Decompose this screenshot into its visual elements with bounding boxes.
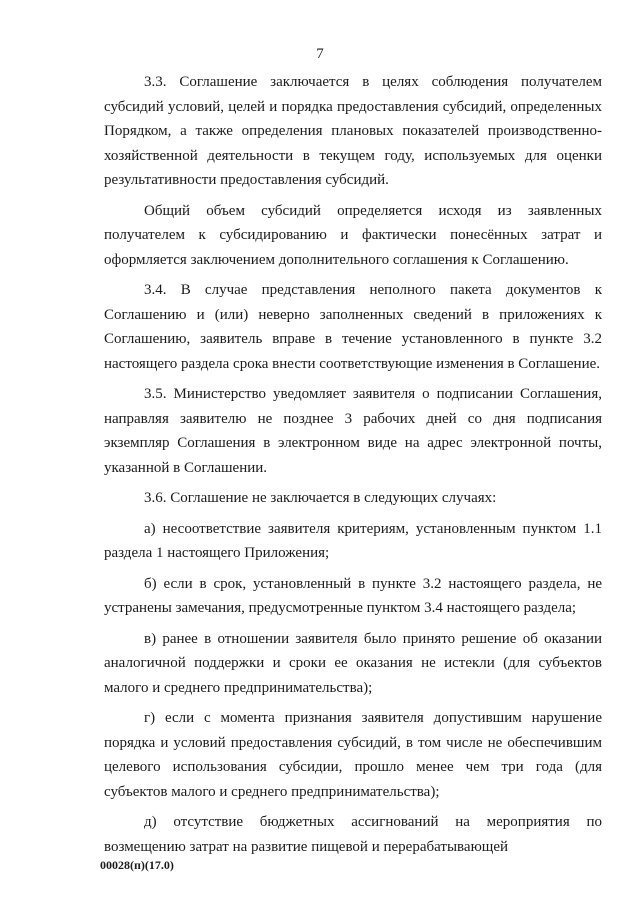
list-item-b: б) если в срок, установленный в пункте 3.2 настоящего раздела, не устранены замечания, предусмотренные пунктом 3.4 настоящего раздела; xyxy=(104,575,602,616)
page-number: 7 xyxy=(316,46,324,62)
paragraph-3-5: 3.5. Министерство уведомляет заявителя о подписании Соглашения, направляя заявителю не позднее 3 рабочих дней со дня подписания экземпляр Соглашения в электронном виде на адрес электронной почты, указанной в Соглашении. xyxy=(104,386,602,476)
list-item-d: д) отсутствие бюджетных ассигнований на мероприятия по возмещению затрат на развитие пищевой и перерабатывающей xyxy=(104,814,602,855)
paragraph-subsidy-volume: Общий объем субсидий определяется исходя из заявленных получателем к субсидированию и фактически понесённых затрат и оформляется заключением дополнительного соглашения к Соглашению. xyxy=(104,202,602,268)
document-body xyxy=(104,70,602,865)
list-item-g: г) если с момента признания заявителя допустившим нарушение порядка и условий предоставления субсидий, в том числе не обеспечившим целевого использования субсидии, прошло менее чем три года (для субъектов малого и среднего предпринимательства); xyxy=(104,710,602,800)
paragraph-3-3: 3.3. Соглашение заключается в целях соблюдения получателем субсидий условий, целей и порядка предоставления субсидий, определенных Порядком, а также определения плановых показателей производственно-хозяйственной деятельности в текущем году, используемых для оценки результативности предоставления субсидий. xyxy=(104,74,602,188)
paragraph-3-4: 3.4. В случае представления неполного пакета документов к Соглашению и (или) неверно заполненных сведений в приложениях к Соглашению, заявитель вправе в течение установленного в пункте 3.2 настоящего раздела срока внести соответствующие изменения в Соглашение. xyxy=(104,282,602,372)
document-code: 00028(п)(17.0) xyxy=(100,858,174,872)
paragraph-3-6: 3.6. Соглашение не заключается в следующих случаях: xyxy=(144,490,497,506)
list-item-v: в) ранее в отношении заявителя было принято решение об оказании аналогичной поддержки и сроки ее оказания не истекли (для субъектов малого и среднего предпринимательства); xyxy=(104,630,602,696)
list-item-a: а) несоответствие заявителя критериям, установленным пунктом 1.1 раздела 1 настоящего Приложения; xyxy=(104,520,602,561)
